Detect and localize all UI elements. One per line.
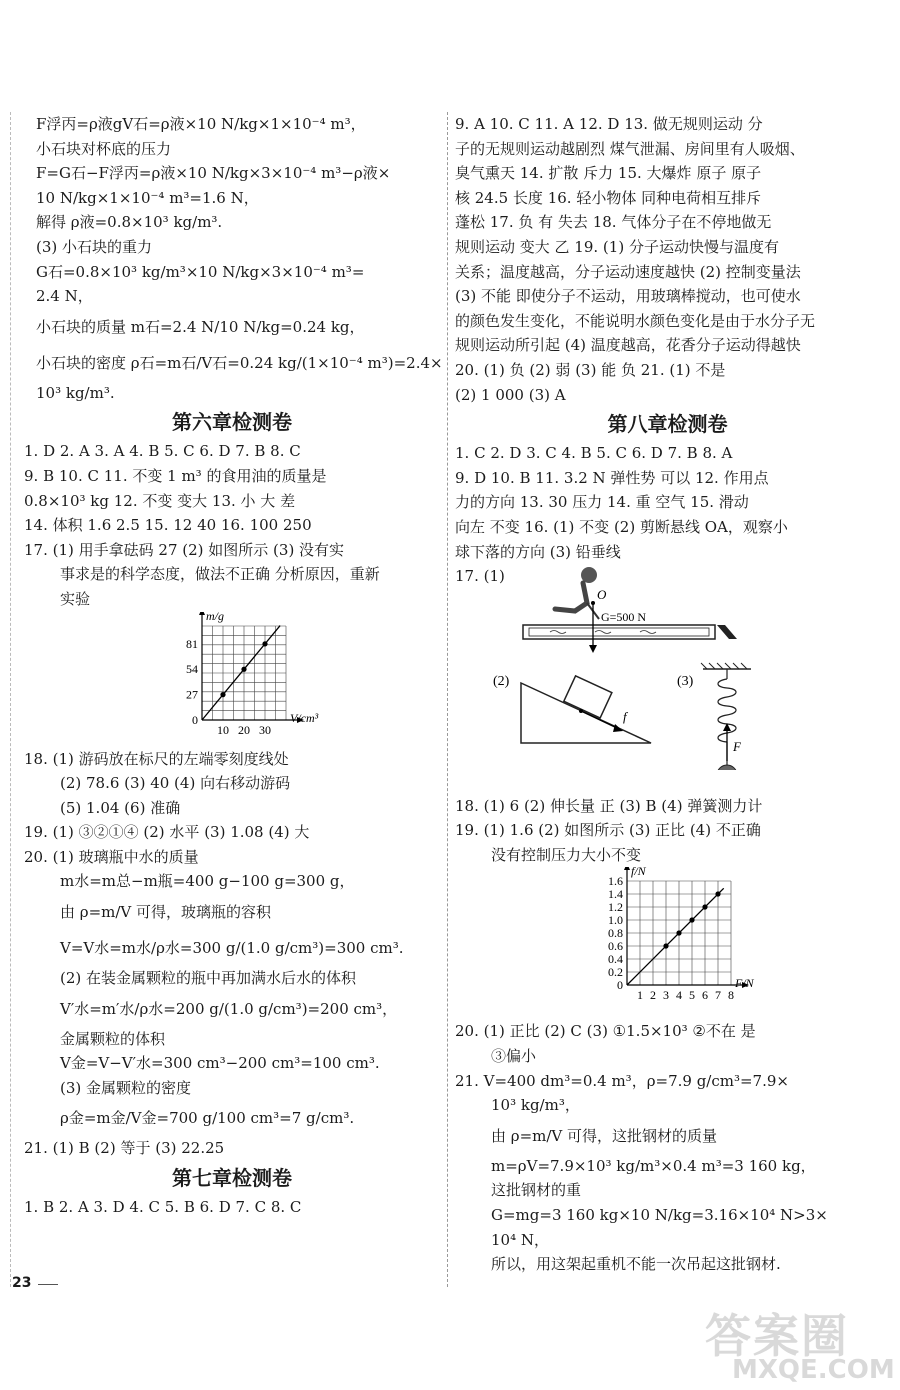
page-number: 23 [12, 1275, 32, 1291]
answer-line: (2) 78.6 (3) 40 (4) 向右移动游码 [60, 774, 291, 793]
answer-line: 实验 [60, 589, 91, 608]
x-tick-label: 4 [676, 988, 682, 1003]
answer-line: 9. D 10. B 11. 3.2 N 弹性势 可以 12. 作用点 [455, 468, 769, 487]
beam-end-block [717, 625, 737, 639]
x-tick-label: 30 [259, 722, 271, 737]
answer-line: 臭气熏天 14. 扩散 斥力 15. 大爆炸 原子 原子 [455, 164, 762, 183]
answer-line: 19. (1) 1.6 (2) 如图所示 (3) 正比 (4) 不正确 [455, 821, 761, 840]
answer-line: 事求是的科学态度，做法不正确 分析原因，重新 [60, 565, 380, 584]
answer-line: 20. (1) 玻璃瓶中水的质量 [24, 847, 199, 866]
answer-line: 球下落的方向 (3) 铅垂线 [455, 542, 621, 561]
gymnast-body [555, 583, 587, 611]
answer-line: 规则运动所引起 (4) 温度越高，花香分子运动得越快 [455, 336, 801, 355]
answer-line: 9. A 10. C 11. A 12. D 13. 做无规则运动 分 [455, 115, 763, 133]
y-tick-label: 1.2 [608, 900, 623, 915]
watermark-logo: 答案圈 [705, 1309, 849, 1363]
block [564, 676, 612, 718]
x-tick-label: 10 [217, 722, 229, 737]
answer-line: (2) 在装金属颗粒的瓶中再加满水后水的体积 [60, 969, 357, 988]
answer-line: 这批钢材的重 [491, 1181, 582, 1200]
binding-margin-line [10, 112, 11, 1287]
x-tick-label: 1 [637, 988, 643, 1003]
x-tick-label: 3 [663, 988, 669, 1003]
friction-force-graph [455, 867, 880, 1019]
answer-line: (3) 小石块的重力 [36, 237, 153, 256]
answer-line: V′水=m′水/ρ水=200 g/(1.0 g/cm³)=200 cm³， [60, 999, 398, 1018]
answer-line: 解得 ρ液=0.8×10³ kg/m³. [36, 213, 223, 232]
force-diagrams-svg [455, 565, 880, 770]
friction-force-graph-svg [455, 867, 880, 1019]
gravity-label: G=500 N [601, 609, 647, 624]
data-point [241, 666, 246, 671]
friction-arrowhead [613, 724, 623, 732]
answer-line: ③偏小 [491, 1047, 537, 1066]
fitted-line [627, 889, 724, 986]
y-tick-label: 81 [186, 636, 198, 651]
column-divider [447, 112, 448, 1287]
y-tick-label: 0.2 [608, 965, 623, 980]
answer-line: 小石块对杯底的压力 [36, 139, 172, 158]
right-column [455, 112, 880, 1277]
ceiling-hatch [701, 663, 747, 669]
answer-line: 17. (1) 用手拿砝码 27 (2) 如图所示 (3) 没有实 [24, 540, 345, 559]
left-column [24, 112, 443, 1220]
y-tick-label: 0.6 [608, 939, 623, 954]
answer-line: 力的方向 13. 30 压力 14. 重 空气 15. 滑动 [455, 493, 749, 512]
answer-line: m=ρV=7.9×10³ kg/m³×0.4 m³=3 160 kg， [491, 1156, 816, 1175]
left-answers-a [24, 112, 443, 405]
right-answers-a [455, 112, 880, 407]
answer-line: 20. (1) 正比 (2) C (3) ①1.5×10³ ②不在 是 [455, 1022, 756, 1041]
answer-line: 10³ kg/m³， [491, 1096, 580, 1115]
y-tick-label: 0.8 [608, 926, 623, 941]
x-axis-label: F/N [735, 976, 754, 991]
answer-line: 17. (1) [455, 567, 505, 586]
y-tick-label: 0 [617, 978, 623, 993]
right-answers-b [455, 794, 880, 868]
answer-line: 20. (1) 负 (2) 弱 (3) 能 负 21. (1) 不是 [455, 360, 726, 379]
answer-line: G石=0.8×10³ kg/m³×10 N/kg×3×10⁻⁴ m³= [36, 262, 365, 281]
answer-line: 所以，用这架起重机不能一次吊起这批钢材. [491, 1255, 781, 1274]
answer-line: V金=V−V′水=300 cm³−200 cm³=100 cm³. [60, 1054, 380, 1073]
answer-line: 10³ kg/m³. [36, 383, 115, 402]
answer-line: 14. 体积 1.6 2.5 15. 12 40 16. 100 250 [24, 516, 312, 535]
answer-line: F=G石−F浮丙=ρ液×10 N/kg×3×10⁻⁴ m³−ρ液× [36, 164, 391, 183]
section-title-ch6: 第六章检测卷 [172, 410, 292, 435]
page-number-rule [38, 1284, 58, 1285]
x-tick-label: 7 [715, 988, 721, 1003]
y-tick-label: 1.0 [608, 913, 623, 928]
answer-line: 关系；温度越高，分子运动速度越快 (2) 控制变量法 [455, 262, 801, 281]
mass-volume-graph-svg [24, 612, 440, 747]
y-tick-label: 54 [186, 661, 198, 676]
section6-answers [24, 439, 440, 611]
answer-line: 21. V=400 dm³=0.4 m³，ρ=7.9 g/cm³=7.9× [455, 1071, 789, 1090]
section-title-ch8: 第八章检测卷 [607, 412, 728, 437]
spring-diagram [677, 663, 751, 770]
gravity-arrowhead [589, 645, 597, 653]
y-axis-label: m/g [206, 611, 224, 623]
answer-line: 9. B 10. C 11. 不变 1 m³ 的食用油的质量是 [24, 466, 327, 485]
answer-line: 0.8×10³ kg 12. 不变 变大 13. 小 大 差 [24, 491, 296, 510]
y-tick-label: 0 [192, 712, 198, 727]
y-tick-label: 1.6 [608, 874, 623, 889]
y-tick-label: 27 [186, 687, 198, 702]
data-point [715, 892, 720, 897]
data-point [689, 918, 694, 923]
x-tick-label: 5 [689, 988, 695, 1003]
y-axis-arrow [624, 867, 630, 870]
answer-line: 小石块的质量 m石=2.4 N/10 N/kg=0.24 kg， [36, 317, 365, 336]
friction-label: f [623, 708, 627, 724]
answer-line: 金属颗粒的体积 [60, 1029, 166, 1048]
answer-line: 1. B 2. A 3. D 4. C 5. B 6. D 7. C 8. C [24, 1198, 302, 1217]
part-2-label: (2) [493, 673, 510, 689]
answer-line: 没有控制压力大小不变 [491, 845, 642, 864]
mass-volume-graph [24, 612, 440, 747]
answer-line: (3) 金属颗粒的密度 [60, 1078, 192, 1097]
answer-line: 由 ρ=m/V 可得，这批钢材的质量 [491, 1126, 718, 1145]
answer-line: 18. (1) 6 (2) 伸长量 正 (3) B (4) 弹簧测力计 [455, 796, 763, 815]
answer-line: 由 ρ=m/V 可得，玻璃瓶的容积 [60, 903, 272, 922]
x-tick-label: 2 [650, 988, 656, 1003]
data-point [702, 905, 707, 910]
force-diagrams-figure [455, 586, 880, 794]
answer-line: G=mg=3 160 kg×10 N/kg=3.16×10⁴ N>3× [491, 1206, 828, 1225]
answer-line: V=V水=m水/ρ水=300 g/(1.0 g/cm³)=300 cm³. [60, 939, 404, 958]
answer-line: 18. (1) 游码放在标尺的左端零刻度线处 [24, 749, 289, 768]
data-point [262, 641, 267, 646]
x-axis-label: V/cm³ [290, 710, 319, 725]
x-tick-label: 6 [702, 988, 708, 1003]
answer-line: 子的无规则运动越剧烈 煤气泄漏、房间里有人吸烟、 [455, 139, 805, 158]
answer-line: (3) 不能 即使分子不运动，用玻璃棒搅动，也可使水 [455, 287, 801, 306]
answer-line: 10⁴ N， [491, 1230, 549, 1249]
y-tick-label: 1.4 [608, 887, 623, 902]
y-axis-arrow [199, 612, 205, 615]
answer-line: ρ金=m金/V金=700 g/100 cm³=7 g/cm³. [60, 1109, 355, 1128]
watermark-url: MXQE.COM [732, 1355, 895, 1385]
data-point [663, 944, 668, 949]
answer-line: (5) 1.04 (6) 准确 [60, 798, 181, 817]
data-point [676, 931, 681, 936]
block-rect [564, 676, 612, 718]
x-tick-label: 20 [238, 722, 250, 737]
answer-line: (2) 1 000 (3) A [455, 385, 566, 404]
answer-line: F浮丙=ρ液gV石=ρ液×10 N/kg×1×10⁻⁴ m³， [36, 115, 366, 133]
answer-line: 核 24.5 长度 16. 轻小物体 同种电荷相互排斥 [455, 188, 762, 207]
answer-line: 10 N/kg×1×10⁻⁴ m³=1.6 N， [36, 188, 259, 207]
beam-outline [523, 625, 715, 639]
spring-force-label: F [733, 738, 741, 754]
y-tick-label: 0.4 [608, 952, 623, 967]
incline-diagram [493, 674, 651, 743]
data-point [220, 692, 225, 697]
ball [717, 765, 737, 770]
point-o-label: O [597, 586, 607, 602]
left-answers-b [24, 747, 440, 1162]
answer-line: 蓬松 17. 负 有 失去 18. 气体分子在不停地做无 [455, 213, 772, 232]
x-tick-label: 8 [728, 988, 734, 1003]
answer-line: 规则运动 变大 乙 19. (1) 分子运动快慢与温度有 [455, 237, 779, 256]
part-3-label: (3) [677, 673, 694, 689]
answer-line: 21. (1) B (2) 等于 (3) 22.25 [24, 1139, 225, 1158]
answer-line: 小石块的密度 ρ石=m石/V石=0.24 kg/(1×10⁻⁴ m³)=2.4× [36, 353, 443, 372]
y-axis-label: f/N [631, 867, 646, 879]
answer-line: 向左 不变 16. (1) 不变 (2) 剪断悬线 OA，观察小 [455, 517, 788, 536]
right-answers-c [455, 1019, 880, 1276]
answer-line: 的颜色发生变化，不能说明水颜色变化是由于水分子无 [455, 311, 816, 330]
section-title-ch7: 第七章检测卷 [172, 1166, 292, 1191]
answer-line: m水=m总−m瓶=400 g−100 g=300 g， [60, 872, 355, 891]
gymnast-diagram [523, 567, 737, 653]
answer-line: 2.4 N， [36, 287, 93, 306]
answer-line: 1. C 2. D 3. C 4. B 5. C 6. D 7. B 8. A [455, 444, 733, 463]
answer-line: 1. D 2. A 3. A 4. B 5. C 6. D 7. B 8. C [24, 442, 301, 461]
answer-line: 19. (1) ③②①④ (2) 水平 (3) 1.08 (4) 大 [24, 823, 310, 842]
water-wave-marks [550, 630, 656, 633]
beam-inner [529, 628, 709, 636]
